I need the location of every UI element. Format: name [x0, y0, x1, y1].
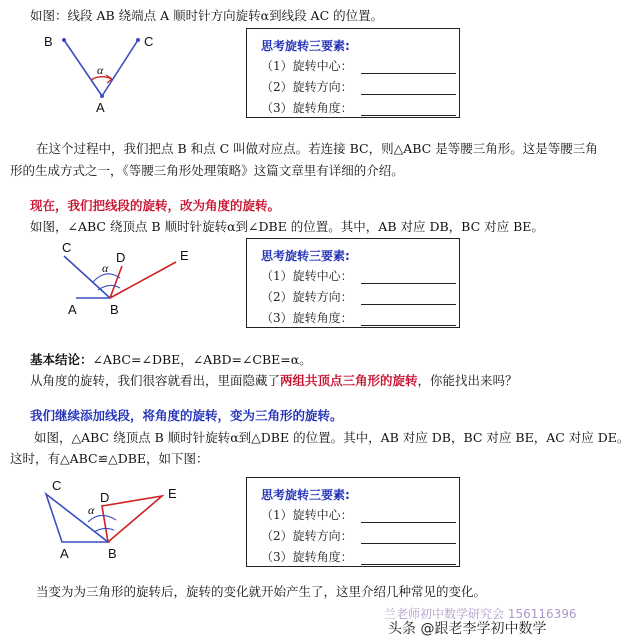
label-e: E [180, 248, 189, 263]
label-a: A [60, 546, 69, 561]
label-a: A [96, 100, 105, 115]
thinking-row-center: （1）旋转中心： [261, 506, 456, 523]
label-c: C [62, 240, 72, 255]
thinking-box-3 [246, 477, 460, 567]
thinking-row-center: （1）旋转中心： [261, 57, 456, 74]
thinking-box-title: 思考旋转三要素: [261, 249, 350, 263]
rotation-arc-inner [94, 528, 114, 532]
section3-line2: 这时，有△ABC≌△DBE，如下图： [10, 451, 209, 466]
thinking-row-direction: （2）旋转方向： [261, 78, 456, 95]
answer-blank[interactable] [361, 315, 456, 326]
label-b: B [108, 546, 117, 561]
watermark-lower-text: 头条 @跟老李学初中数学 [388, 621, 547, 637]
answer-blank[interactable] [361, 84, 456, 95]
label-b: B [44, 34, 53, 49]
label-d: D [116, 250, 126, 265]
point-b [62, 38, 66, 42]
label-a: A [68, 302, 77, 317]
watermark-lower [388, 618, 546, 638]
label-alpha: α [102, 261, 109, 275]
label-c: C [144, 34, 154, 49]
conclusion-text: ∠ABC=∠DBE，∠ABD=∠CBE=α。 [92, 352, 312, 367]
segment-rotation-diagram [40, 30, 170, 115]
angle-rotation-diagram [58, 238, 208, 320]
answer-blank[interactable] [361, 105, 456, 116]
triangle-abc [46, 494, 108, 542]
intro-line-1: 如图：线段 AB 绕端点 A 顺时针方向旋转α到线段 AC 的位置。 [30, 8, 384, 23]
label-d: D [100, 490, 110, 505]
thinking-box-2 [246, 238, 460, 328]
label-c: C [52, 478, 62, 493]
thinking-row-angle: （3）旋转角度： [261, 548, 456, 565]
answer-blank[interactable] [361, 533, 456, 544]
para1-line1: 在这个过程中，我们把点 B 和点 C 叫做对应点。若连接 BC，则△ABC 是等腰三角形。这是等腰三角 [36, 141, 598, 156]
section2-heading: 现在，我们把线段的旋转，改为角度的旋转。 [30, 198, 281, 213]
label-alpha: α [88, 503, 95, 517]
thinking-box-title: 思考旋转三要素: [261, 39, 350, 53]
watermark-upper: 兰老师初中数学研究会 156116396 [384, 607, 577, 621]
label-alpha: α [97, 63, 104, 77]
segment-ac [102, 40, 138, 96]
answer-blank[interactable] [361, 294, 456, 305]
triangle-dbe [102, 496, 162, 542]
section3-line1: 如图，△ABC 绕顶点 B 顺时针旋转α到△DBE 的位置。其中，AB 对应 DB，BC 对应 BE，AC 对应 DE。 [34, 430, 630, 445]
answer-blank[interactable] [361, 273, 456, 284]
answer-blank[interactable] [361, 512, 456, 523]
thinking-row-angle: （3）旋转角度： [261, 99, 456, 116]
para3-line: 当变为为三角形的旋转后，旋转的变化就开始产生了，这里介绍几种常见的变化。 [36, 584, 487, 599]
thinking-box-1 [246, 28, 460, 118]
label-b: B [110, 302, 119, 317]
point-c [136, 38, 140, 42]
para1-line2: 形的生成方式之一，《等腰三角形处理策略》这篇文章里有详细的介绍。 [10, 163, 404, 178]
label-e: E [168, 486, 177, 501]
triangle-rotation-diagram [38, 476, 198, 566]
thinking-row-direction: （2）旋转方向： [261, 527, 456, 544]
answer-blank[interactable] [361, 554, 456, 565]
para2-line2: 从角度的旋转，我们很容就看出，里面隐藏了两组共顶点三角形的旋转，你能找出来吗？ [30, 373, 518, 388]
conclusion-line [30, 350, 312, 368]
thinking-box-title: 思考旋转三要素: [261, 488, 350, 502]
section3-heading: 我们继续添加线段，将角度的旋转，变为三角形的旋转。 [30, 408, 343, 423]
highlight-text: 两组共顶点三角形的旋转 [280, 373, 418, 388]
thinking-row-center: （1）旋转中心： [261, 267, 456, 284]
thinking-row-direction: （2）旋转方向： [261, 288, 456, 305]
point-a [100, 94, 104, 98]
answer-blank[interactable] [361, 63, 456, 74]
section2-intro: 如图，∠ABC 绕顶点 B 顺时针旋转α到∠DBE 的位置。其中，AB 对应 DB，BC 对应 BE。 [30, 219, 544, 234]
thinking-row-angle: （3）旋转角度： [261, 309, 456, 326]
ray-be [110, 262, 176, 298]
conclusion-label: 基本结论： [30, 352, 93, 367]
